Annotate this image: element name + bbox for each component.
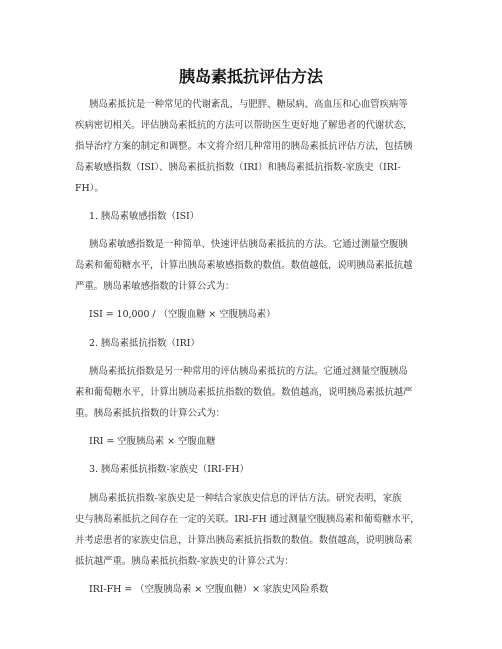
section-body-line: 并考虑患者的家族史信息，计算出胰岛素抵抗指数的数值。数值越高，说明胰岛素: [75, 535, 413, 546]
section-body-line: 岛素和葡萄糖水平，计算出胰岛素敏感指数的数值。数值越低，说明胰岛素抵抗越: [75, 260, 413, 271]
section-body-line: 重。胰岛素抵抗指数的计算公式为：: [75, 408, 226, 419]
section-body-line: 胰岛素敏感指数是一种简单、快速评估胰岛素抵抗的方法。它通过测量空腹胰: [89, 239, 408, 250]
section-body-line: 素和葡萄糖水平，计算出胰岛素抵抗指数的数值。数值越高，说明胰岛素抵抗越严: [75, 387, 413, 398]
intro-line: FH）。: [75, 183, 104, 194]
formula: IRI-FH = （空腹胰岛素 × 空腹血糖）× 家族史风险系数: [89, 584, 329, 595]
document-title: 胰岛素抵抗评估方法: [178, 67, 323, 86]
section-heading: 3. 胰岛素抵抗指数-家族史（IRI-FH）: [89, 464, 249, 475]
section-body-line: 史与胰岛素抵抗之间存在一定的关联。IRI-FH 通过测量空腹胰岛素和葡萄糖水平，: [75, 514, 420, 525]
intro-line: 指导治疗方案的制定和调整。本文将介绍几种常用的胰岛素抵抗评估方法，包括胰: [75, 141, 413, 152]
section-heading: 2. 胰岛素抵抗指数（IRI）: [89, 338, 200, 349]
section-body-line: 胰岛素抵抗指数是另一种常用的评估胰岛素抵抗的方法。它通过测量空腹胰岛: [89, 366, 408, 377]
intro-line: 岛素敏感指数（ISI）、胰岛素抵抗指数（IRI）和胰岛素抵抗指数-家族史（IRI-: [75, 162, 401, 173]
section-body-line: 严重。胰岛素敏感指数的计算公式为：: [75, 281, 235, 292]
formula: IRI = 空腹胰岛素 × 空腹血糖: [89, 436, 216, 447]
intro-line: 疾病密切相关。评估胰岛素抵抗的方法可以帮助医生更好地了解患者的代谢状态，: [75, 120, 413, 131]
section-body-line: 抵抗越严重。胰岛素抵抗指数-家族史的计算公式为：: [75, 556, 294, 567]
formula: ISI = 10,000 / （空腹血糖 × 空腹胰岛素）: [89, 309, 276, 320]
intro-line: 胰岛素抵抗是一种常见的代谢紊乱，与肥胖、糖尿病、高血压和心血管疾病等: [89, 99, 408, 110]
section-body-line: 胰岛素抵抗指数-家族史是一种结合家族史信息的评估方法。研究表明，家族: [89, 493, 402, 504]
section-heading: 1. 胰岛素敏感指数（ISI）: [89, 211, 200, 222]
